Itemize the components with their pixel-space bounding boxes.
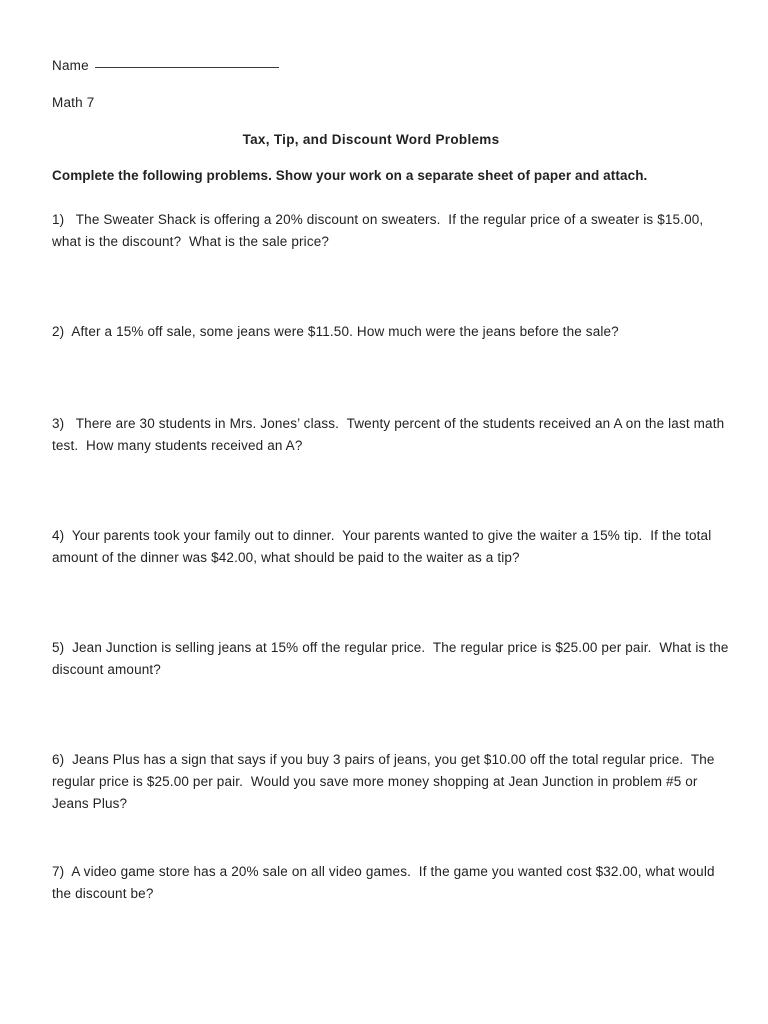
problem-text-1: 1) The Sweater Shack is offering a 20% discount on sweaters. If the regular price of a sweater is $15.00, what is the discount? What is the sale price? bbox=[52, 212, 708, 249]
problem-text-3: 3) There are 30 students in Mrs. Jones’ class. Twenty percent of the students received an A on the last math test. How many students received an A? bbox=[52, 416, 729, 453]
page-title: Tax, Tip, and Discount Word Problems bbox=[242, 132, 500, 147]
instructions-text: Complete the following problems. Show your work on a separate sheet of paper and attach. bbox=[52, 168, 648, 183]
problem-item-4 bbox=[52, 525, 736, 637]
problem-item-5 bbox=[52, 637, 736, 749]
work-space-4[interactable] bbox=[52, 569, 736, 637]
problem-text-6: 6) Jeans Plus has a sign that says if you buy 3 pairs of jeans, you get $10.00 off the total regular price. The regular price is $25.00 per pair. Would you save more money shopping at Jean Junction in problem #5 or Jeans Plus? bbox=[52, 752, 719, 811]
work-space-2[interactable] bbox=[52, 343, 736, 413]
problem-text-2: 2) After a 15% off sale, some jeans were $11.50. How much were the jeans before the sale? bbox=[52, 324, 619, 339]
work-space-3[interactable] bbox=[52, 457, 736, 525]
work-space-1[interactable] bbox=[52, 253, 736, 321]
worksheet-content bbox=[52, 58, 736, 905]
name-label: Name bbox=[52, 58, 89, 73]
name-write-in-line[interactable] bbox=[95, 67, 279, 68]
name-field-row bbox=[52, 58, 736, 76]
problem-item-3 bbox=[52, 413, 736, 525]
problem-item-1 bbox=[52, 209, 736, 321]
problem-item-7 bbox=[52, 861, 736, 905]
problem-text-5: 5) Jean Junction is selling jeans at 15% off the regular price. The regular price is $25.00 per pair. What is the discount amount? bbox=[52, 640, 733, 677]
work-space-6[interactable] bbox=[52, 815, 736, 861]
work-space-5[interactable] bbox=[52, 681, 736, 749]
problem-text-7: 7) A video game store has a 20% sale on all video games. If the game you wanted cost $32.00, what would the discount be? bbox=[52, 864, 719, 901]
problem-list bbox=[52, 209, 736, 905]
course-label: Math 7 bbox=[52, 95, 95, 110]
problem-text-4: 4) Your parents took your family out to dinner. Your parents wanted to give the waiter a 15% tip. If the total amount of the dinner was $42.00, what should be paid to the waiter as a tip? bbox=[52, 528, 716, 565]
problem-item-6 bbox=[52, 749, 736, 861]
problem-item-2 bbox=[52, 321, 736, 413]
